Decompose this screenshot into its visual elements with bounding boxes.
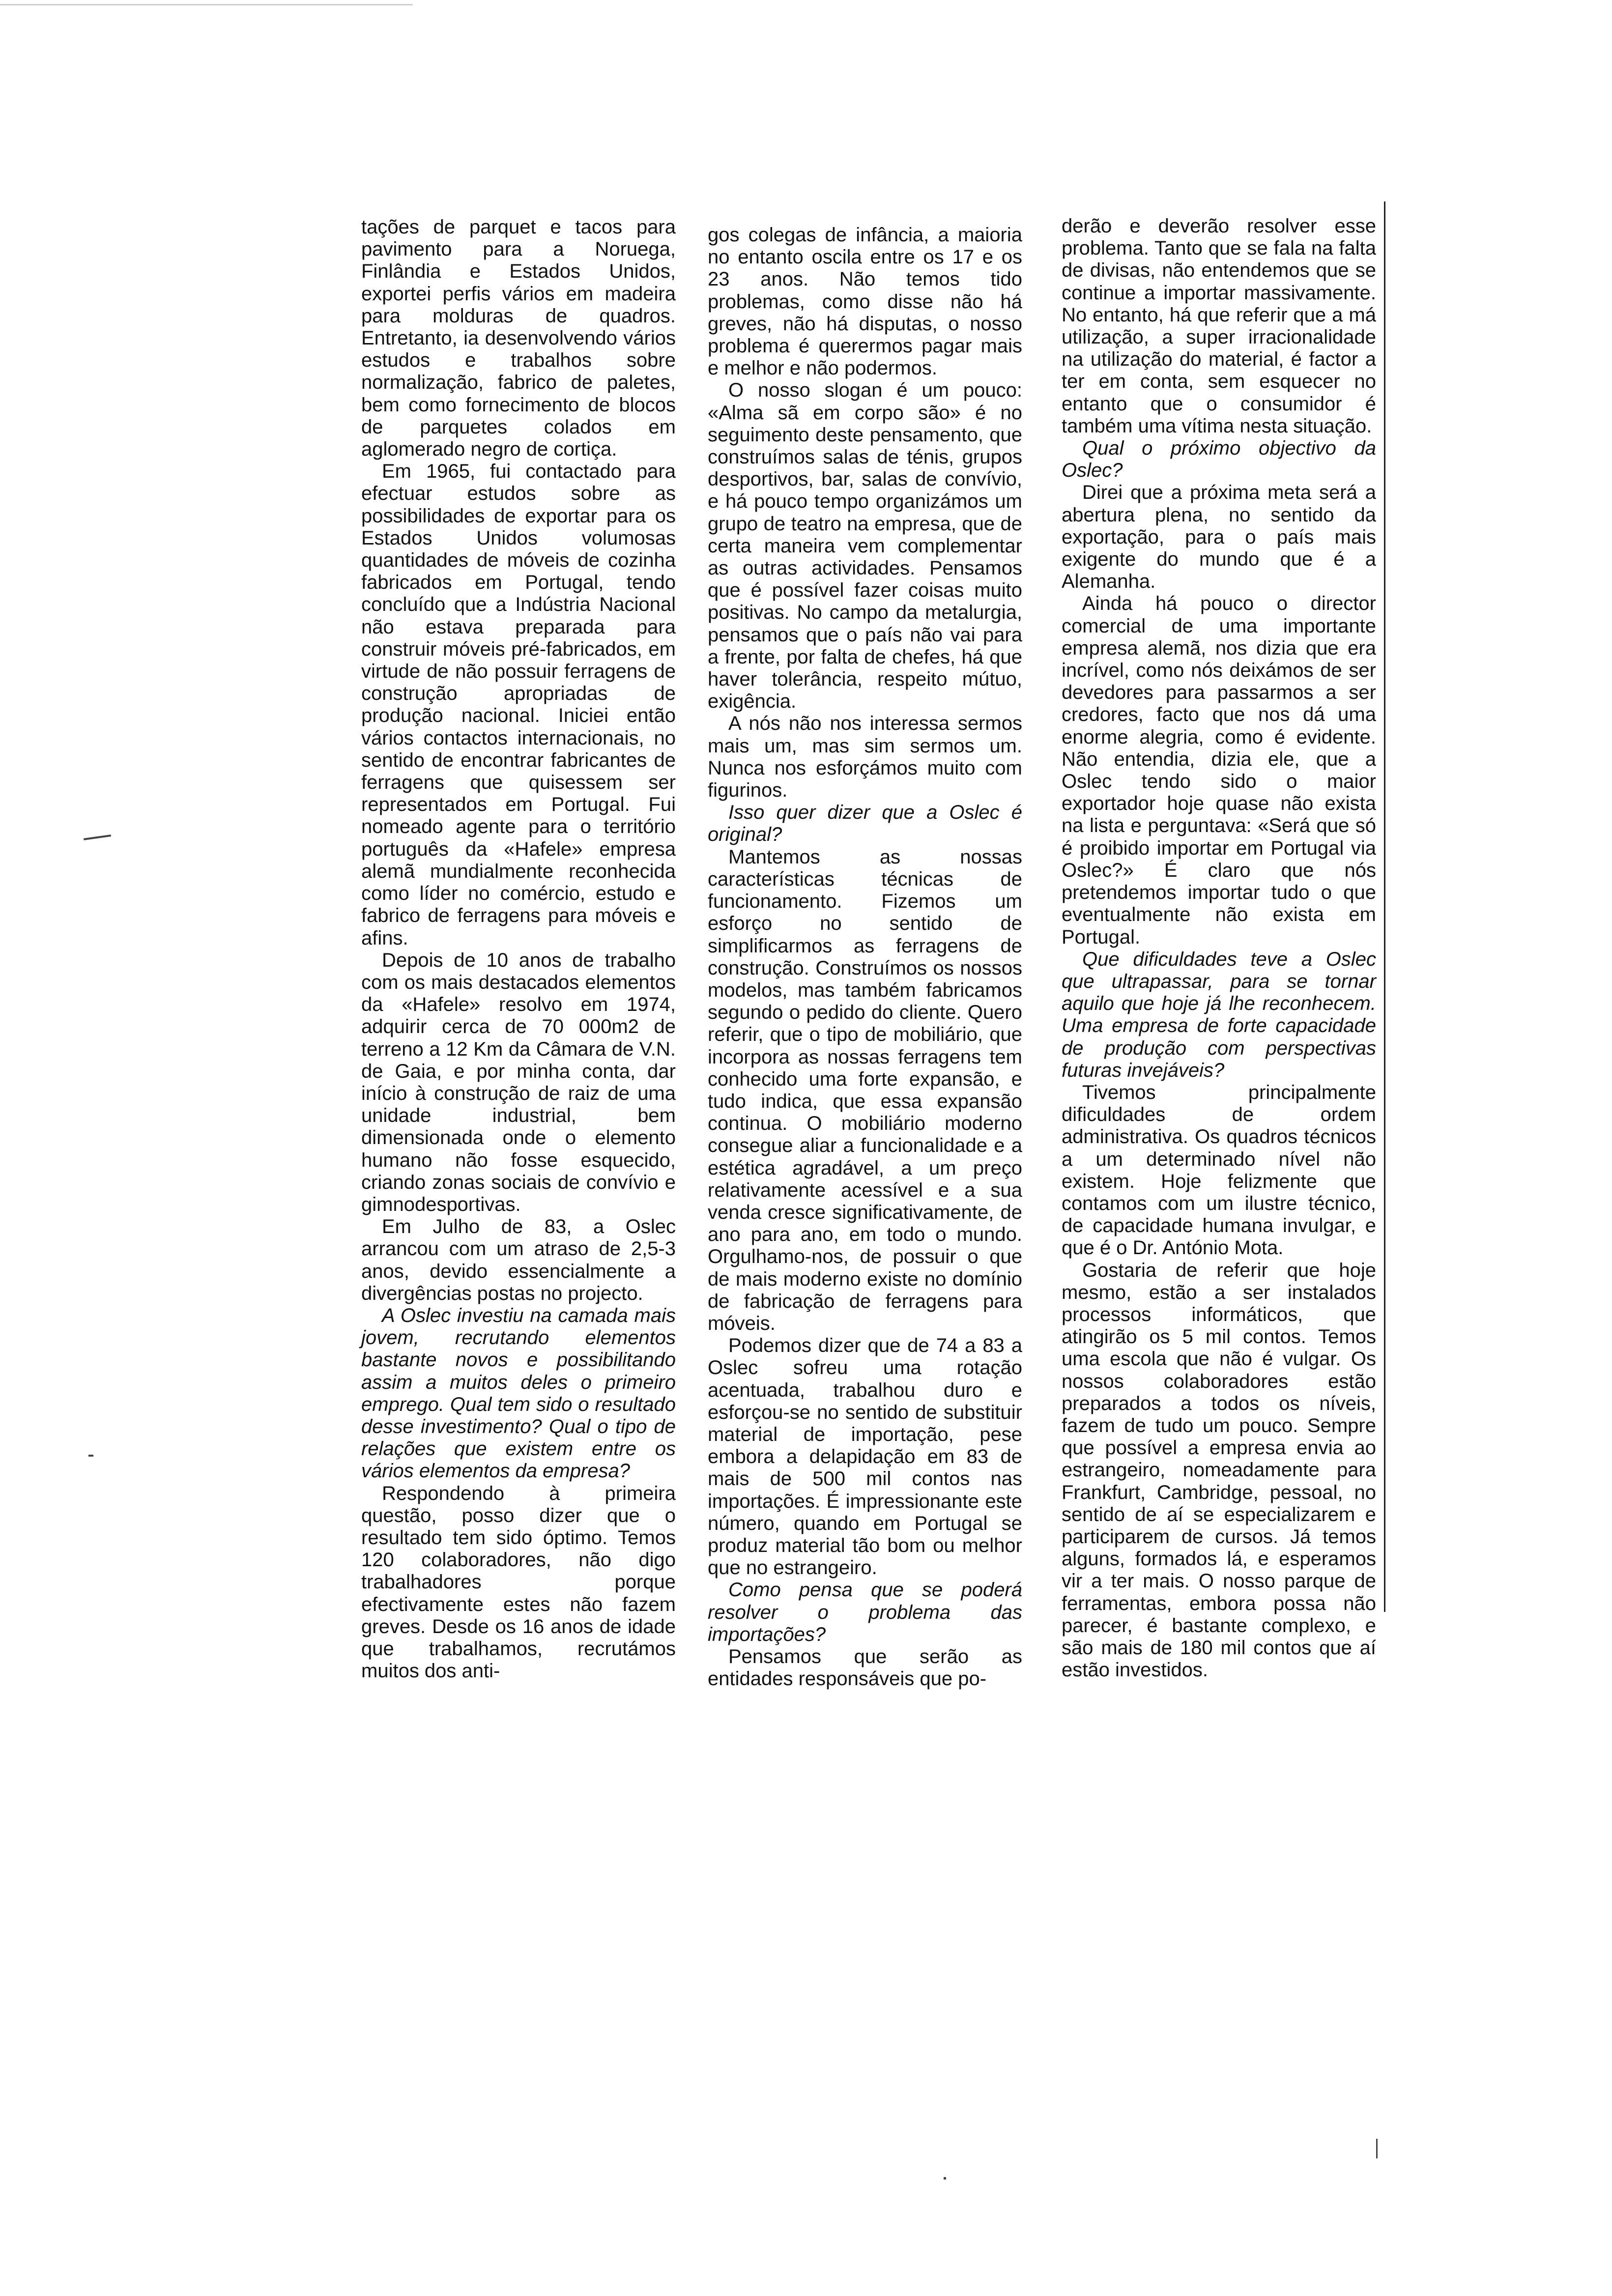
paragraph: Depois de 10 anos de trabalho com os mais destacados elementos da «Hafele» resolvo em 1974, adquirir cerca de 70 000m2 de terreno a 12 Km da Câmara de V.N. de Gaia, e por minha conta, dar início à construção de raiz de uma unidade industrial, bem dimensionada onde o elemento humano não fosse esquecido, criando zonas sociais de convívio e gimnodesportivas.	[361, 949, 676, 1215]
interview-question: Como pensa que se poderá resolver o problema das importações?	[708, 1579, 1022, 1645]
paragraph: Mantemos as nossas características técnicas de funcionamento. Fizemos um esforço no sentido de simplificarmos as ferragens de construção. Construímos os nossos modelos, mas também fabricamos segundo o pedido do cliente. Quero referir, que o tipo de mobiliário, que incorpora as nossas ferragens tem conhecido uma forte expansão, e tudo indica, que essa expansão continua. O mobiliário moderno consegue aliar a funcionalidade e a estética agradável, a um preço relativamente acessível e a sua venda cresce significativamente, de ano para ano, em todo o mundo. Orgulhamo-nos, de possuir o que de mais moderno existe no domínio de fabricação de ferragens para móveis.	[708, 846, 1022, 1334]
paragraph: Pensamos que serão as entidades responsáveis que po-	[708, 1646, 1022, 1690]
scan-artifact	[88, 1455, 93, 1457]
paragraph: derão e deverão resolver esse problema. Tanto que se fala na falta de divisas, não entendemos que se continue a importar massivamente. No entanto, há que referir que a má utilização, a super irracionalidade na utilização do material, é factor a ter em conta, sem esquecer no entanto que o consumidor é também uma vítima nesta situação.	[1062, 215, 1376, 437]
paragraph: O nosso slogan é um pouco: «Alma sã em corpo são» é no seguimento deste pensamento, que construímos salas de ténis, grupos desportivos, bar, salas de convívio, e há pouco tempo organizámos um grupo de teatro na empresa, que de certa maneira vem complementar as outras actividades. Pensamos que é possível fazer coisas muito positivas. No campo da metalurgia, pensamos que o país não vai para a frente, por falta de chefes, há que haver tolerância, respeito mútuo, exigência.	[708, 379, 1022, 713]
article-column-2	[708, 224, 1022, 1690]
paragraph: Gostaria de referir que hoje mesmo, estão a ser instalados processos informáticos, que atingirão os 5 mil contos. Temos uma escola que não é vulgar. Os nossos colaboradores estão preparados a todos os níveis, fazem de tudo um pouco. Sempre que possível a empresa envia ao estrangeiro, nomeadamente para Frankfurt, Cambridge, pessoal, no sentido de aí se especializarem e participarem de cursos. Já temos alguns, formados lá, e esperamos vir a ter mais. O nosso parque de ferramentas, embora possa não parecer, é bastante complexo, e são mais de 180 mil contos que aí estão investidos.	[1062, 1259, 1376, 1681]
paragraph: Em Julho de 83, a Oslec arrancou com um atraso de 2,5-3 anos, devido essencialmente a divergências postas no projecto.	[361, 1216, 676, 1304]
scan-artifact	[1376, 2139, 1378, 2158]
paragraph: Respondendo à primeira questão, posso dizer que o resultado tem sido óptimo. Temos 120 colaboradores, não digo trabalhadores porque efectivamente estes não fazem greves. Desde os 16 anos de idade que trabalhamos, recrutámos muitos dos anti-	[361, 1482, 676, 1682]
interview-question: Isso quer dizer que a Oslec é original?	[708, 802, 1022, 846]
interview-question: Qual o próximo objectivo da Oslec?	[1062, 437, 1376, 482]
scan-artifact	[84, 834, 111, 840]
paragraph: Tivemos principalmente dificuldades de ordem administrativa. Os quadros técnicos a um determinado nível não existem. Hoje felizmente que contamos com um ilustre técnico, de capacidade humana invulgar, e que é o Dr. António Mota.	[1062, 1081, 1376, 1259]
paragraph: gos colegas de infância, a maioria no entanto oscila entre os 17 e os 23 anos. Não temos tido problemas, como disse não há greves, não há disputas, o nosso problema é querermos pagar mais e melhor e não podermos.	[708, 224, 1022, 379]
paragraph: Podemos dizer que de 74 a 83 a Oslec sofreu uma rotação acentuada, trabalhou duro e esforçou-se no sentido de substituir material de importação, pese embora a delapidação em 83 de mais de 500 mil contos nas importações. É impressionante este número, quando em Portugal se produz material tão bom ou melhor que no estrangeiro.	[708, 1335, 1022, 1579]
scan-artifact	[944, 2177, 946, 2180]
article-column-3	[1062, 215, 1376, 1681]
top-edge-rule	[0, 4, 413, 5]
paragraph: Direi que a próxima meta será a abertura plena, no sentido da exportação, para o país mais exigente do mundo que é a Alemanha.	[1062, 482, 1376, 593]
paragraph: A nós não nos interessa sermos mais um, mas sim sermos um. Nunca nos esforçámos muito com figurinos.	[708, 713, 1022, 802]
column-divider-line	[1384, 201, 1385, 1612]
article-column-1	[361, 216, 676, 1682]
paragraph: tações de parquet e tacos para pavimento para a Noruega, Finlândia e Estados Unidos, exportei perfis vários em madeira para molduras de quadros. Entretanto, ia desenvolvendo vários estudos e trabalhos sobre normalização, fabrico de paletes, bem como fornecimento de blocos de parquetes colados em aglomerado negro de cortiça.	[361, 216, 676, 460]
interview-question: Que dificuldades teve a Oslec que ultrapassar, para se tornar aquilo que hoje já lhe reconhecem. Uma empresa de forte capacidade de produção com perspectivas futuras invejáveis?	[1062, 948, 1376, 1081]
paragraph: Em 1965, fui contactado para efectuar estudos sobre as possibilidades de exportar para os Estados Unidos volumosas quantidades de móveis de cozinha fabricados em Portugal, tendo concluído que a Indústria Nacional não estava preparada para construir móveis pré-fabricados, em virtude de não possuir ferragens de construção apropriadas de produção nacional. Iniciei então vários contactos internacionais, no sentido de encontrar fabricantes de ferragens que quisessem ser representados em Portugal. Fui nomeado agente para o território português da «Hafele» empresa alemã mundialmente reconhecida como líder no comércio, estudo e fabrico de ferragens para móveis e afins.	[361, 460, 676, 949]
paragraph: Ainda há pouco o director comercial de uma importante empresa alemã, nos dizia que era incrível, como nós deixámos de ser devedores para passarmos a ser credores, facto que nos dá uma enorme alegria, como é evidente. Não entendia, dizia ele, que a Oslec tendo sido o maior exportador hoje quase não exista na lista e perguntava: «Será que só é proibido importar em Portugal via Oslec?» É claro que nós pretendemos importar tudo o que eventualmente não exista em Portugal.	[1062, 593, 1376, 948]
interview-question: A Oslec investiu na camada mais jovem, recrutando elementos bastante novos e possibilitando assim a muitos deles o primeiro emprego. Qual tem sido o resultado desse investimento? Qual o tipo de relações que existem entre os vários elementos da empresa?	[361, 1304, 676, 1482]
